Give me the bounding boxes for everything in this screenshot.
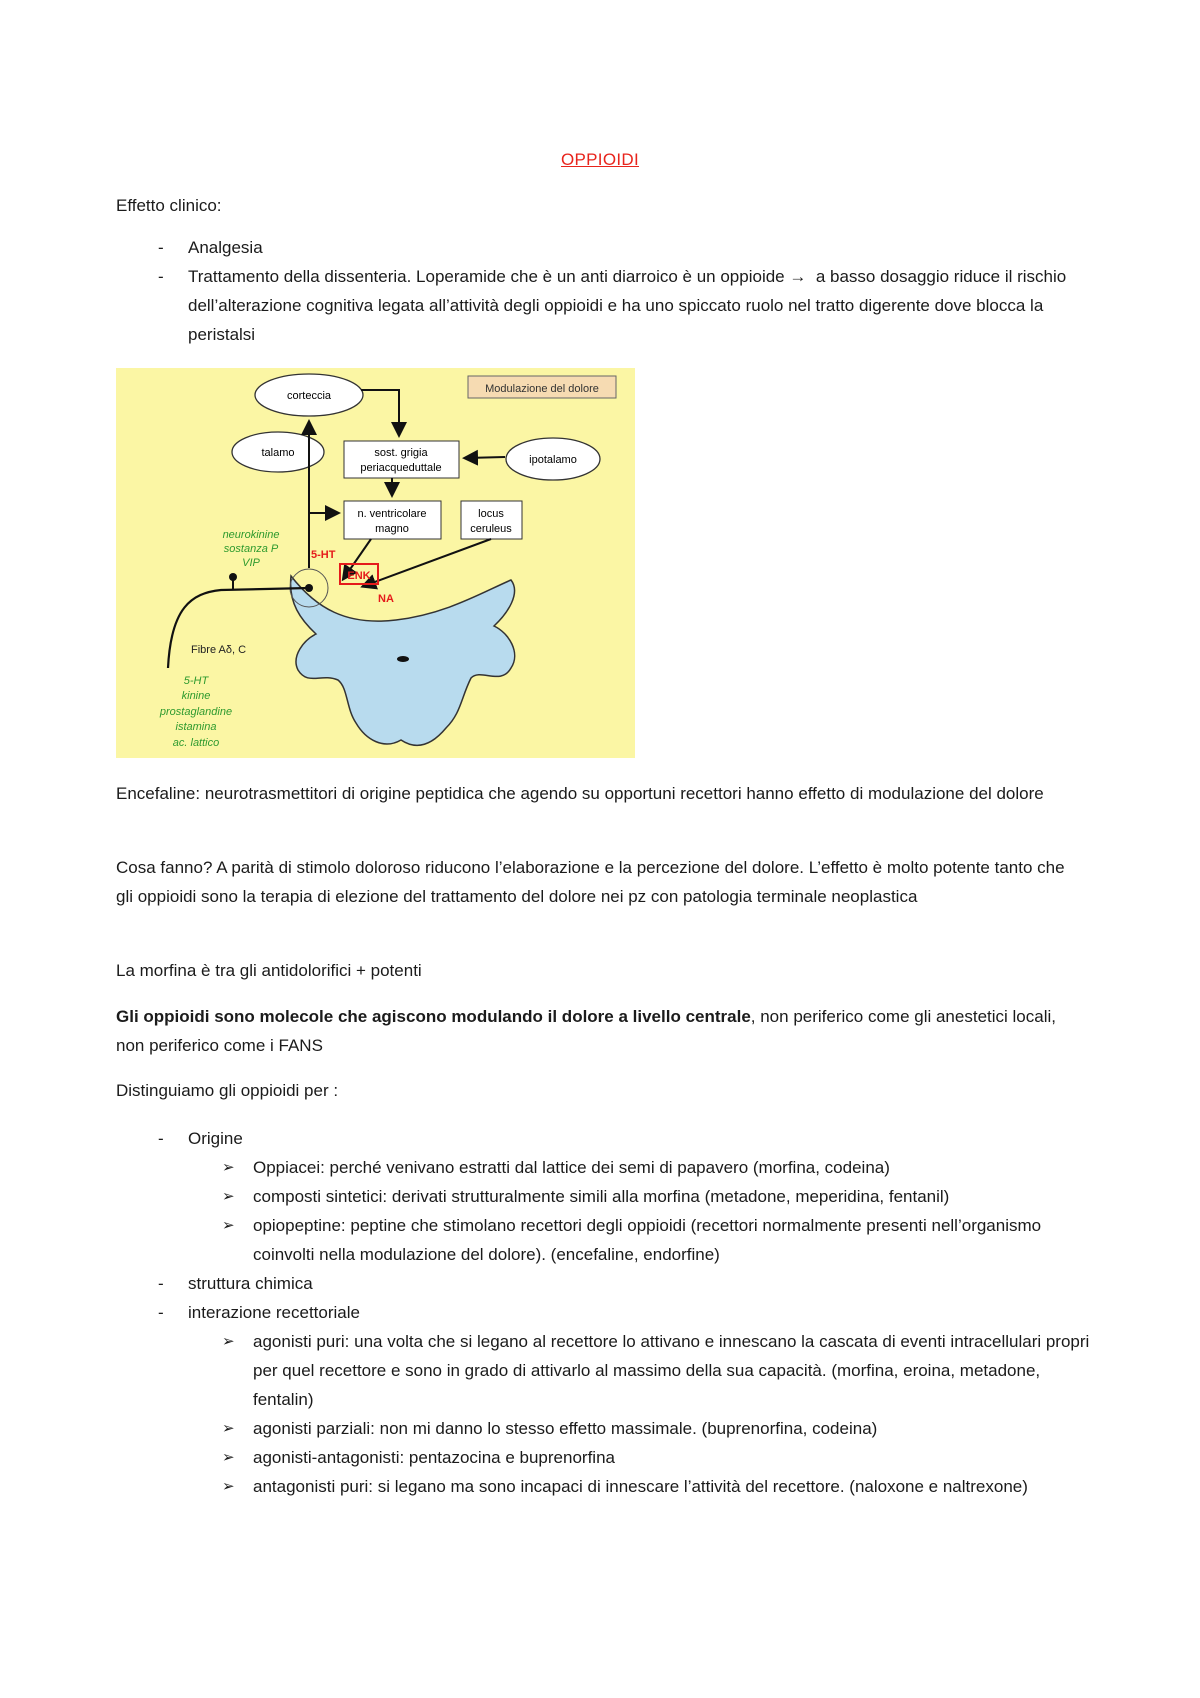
sub-list-item-text: agonisti-antagonisti: pentazocina e buprenorfina [253, 1448, 615, 1467]
diagram-heading: Modulazione del dolore [485, 383, 599, 395]
sub-list-item [116, 1414, 1096, 1443]
statement-rest: , non periferico come gli anestetici locali, non periferico come i FANS [116, 1007, 1056, 1055]
green-label: ac. lattico [172, 737, 220, 749]
green-label: istamina [175, 721, 217, 733]
arrowhead-bullet-icon: ➢ [222, 1449, 235, 1466]
paragraph-morfina: La morfina è tra gli antidolorifici + potenti [116, 961, 422, 980]
sub-list-item-text: Oppiacei: perché venivano estratti dal lattice dei semi di papavero (morfina, codeina) [253, 1158, 890, 1177]
locus-label-1: locus [478, 508, 504, 520]
talamo-label: talamo [261, 447, 295, 459]
paragraph-cosa-fanno: Cosa fanno? A parità di stimolo doloroso riducono l’elaborazione e la percezione del dolore. L’effetto è molto potente tanto che gli oppioidi sono la terapia di elezione del trattamento del dolore nei pz con patologia terminale neoplastica [116, 858, 1065, 906]
green-label: prostaglandine [159, 706, 233, 718]
clinical-effects-list [116, 233, 1096, 349]
sub-list-item [116, 1472, 1096, 1501]
classification-list [116, 1124, 1096, 1501]
bold-statement: Gli oppioidi sono molecole che agiscono modulando il dolore a livello centrale [116, 1007, 751, 1026]
n-ventricolare-label-2: magno [375, 523, 409, 535]
list-item-text: Origine [188, 1129, 243, 1148]
arrowhead-bullet-icon: ➢ [222, 1188, 235, 1205]
arrowhead-bullet-icon: ➢ [222, 1159, 235, 1176]
list-item [116, 1124, 1096, 1153]
list-item [116, 1298, 1096, 1327]
green-label: kinine [181, 690, 211, 702]
list-item-text: Analgesia [188, 238, 263, 257]
list-item-text: struttura chimica [188, 1274, 313, 1293]
fibre-tick-dot [229, 573, 237, 581]
arrowhead-bullet-icon: ➢ [222, 1420, 235, 1437]
paragraph-oppioidi-centrale [116, 1002, 1076, 1060]
arrowhead-bullet-icon: ➢ [222, 1217, 235, 1234]
list-item-text: interazione recettoriale [188, 1303, 360, 1322]
sost-grigia-label-1: sost. grigia [374, 447, 428, 459]
sub-list-item [116, 1211, 1096, 1269]
corteccia-label: corteccia [286, 390, 332, 402]
dash-bullet: - [158, 238, 164, 257]
paragraph-encefaline: Encefaline: neurotrasmettitori di origine peptidica che agendo su opportuni recettori hanno effetto di modulazione del dolore [116, 784, 1044, 803]
central-canal [397, 656, 409, 662]
sub-list-item-text: agonisti puri: una volta che si legano al recettore lo attivano e innescano la cascata di eventi intracellulari propri per quel recettore e sono in grado di attivarlo al massimo della sua capacità. (morfina, eroina, metadone, fentalin) [253, 1332, 1090, 1409]
n-ventricolare-label-1: n. ventricolare [357, 508, 427, 520]
na-label: NA [378, 593, 394, 605]
sub-list-item-text: antagonisti puri: si legano ma sono incapaci di innescare l’attività del recettore. (naloxone e naltrexone) [253, 1477, 1028, 1496]
enk-label: ENK [347, 570, 371, 582]
green-label: neurokinine [222, 529, 280, 541]
list-item [116, 233, 1096, 262]
arrow-ipotalamo-to-sost [466, 457, 505, 458]
sub-list-item [116, 1153, 1096, 1182]
sost-grigia-label-2: periacqueduttale [360, 462, 442, 474]
sub-list-item-text: opiopeptine: peptine che stimolano recettori degli oppioidi (recettori normalmente presenti nell’organismo coinvolti nella modulazione del dolore). (encefaline, endorfine) [253, 1216, 1042, 1264]
paragraph-distinguiamo: Distinguiamo gli oppioidi per : [116, 1081, 339, 1100]
fibre-label: Fibre Aδ, C [191, 644, 247, 656]
green-label: sostanza P [223, 543, 279, 555]
intro-label: Effetto clinico: [116, 196, 222, 215]
sub-list-item-text: agonisti parziali: non mi danno lo stesso effetto massimale. (buprenorfina, codeina) [253, 1419, 878, 1438]
sub-list-item [116, 1182, 1096, 1211]
ipotalamo-label: ipotalamo [529, 454, 577, 466]
arrowhead-bullet-icon: ➢ [222, 1333, 235, 1350]
locus-label-2: ceruleus [470, 523, 512, 535]
right-arrow-icon: → [789, 267, 807, 286]
list-item-text: Trattamento della dissenteria. Loperamide che è un anti diarroico è un oppioide [188, 267, 790, 286]
list-item [116, 262, 1096, 349]
sub-list-item [116, 1443, 1096, 1472]
list-item [116, 1269, 1096, 1298]
arrowhead-bullet-icon: ➢ [222, 1478, 235, 1495]
list-item-text-continued: a basso dosaggio riduce il rischio dell’alterazione cognitiva legata all’attività degli oppioidi e ha uno spiccato ruolo nel tratto digerente dove blocca la peristalsi [188, 267, 1067, 344]
dash-bullet: - [158, 267, 164, 286]
pain-modulation-diagram [116, 368, 635, 758]
green-label: 5-HT [183, 675, 209, 687]
dash-bullet: - [158, 1274, 164, 1293]
sub-list-item-text: composti sintetici: derivati strutturalmente simili alla morfina (metadone, meperidina, fentanil) [253, 1187, 950, 1206]
green-label: VIP [242, 557, 260, 569]
sub-list-item [116, 1327, 1096, 1414]
page-title: OPPIOIDI [561, 150, 639, 169]
ht5-red-label: 5-HT [311, 549, 336, 561]
dash-bullet: - [158, 1303, 164, 1322]
dash-bullet: - [158, 1129, 164, 1148]
